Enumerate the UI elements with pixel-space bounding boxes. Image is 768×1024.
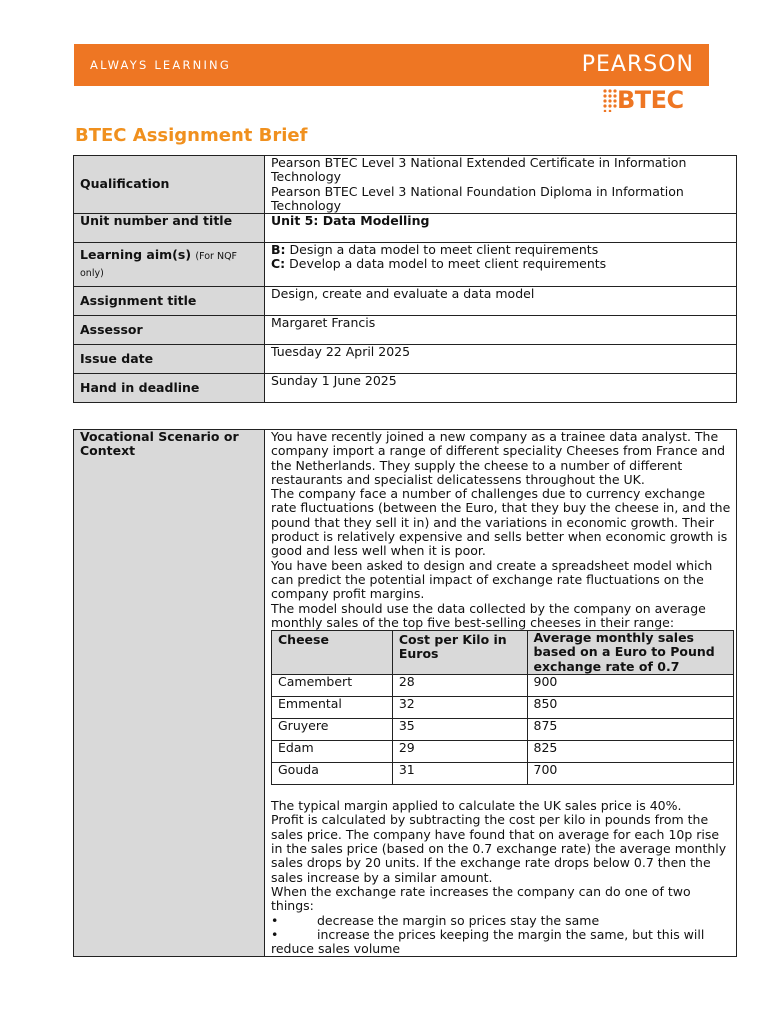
page-title: BTEC Assignment Brief bbox=[75, 125, 308, 146]
cell: Edam bbox=[272, 741, 393, 763]
qualification-line: Pearson BTEC Level 3 National Foundation Diploma in Information Technology bbox=[271, 183, 684, 213]
scenario-paragraph: When the exchange rate increases the company can do one of two things: bbox=[271, 883, 691, 914]
qualification-label: Qualification bbox=[74, 156, 265, 214]
pearson-logo: PEARSON bbox=[581, 52, 694, 77]
column-header: Cost per Kilo in Euros bbox=[392, 631, 527, 675]
learning-aims-row bbox=[74, 243, 737, 287]
aim-key: B: bbox=[271, 242, 286, 258]
assignment-title-value: Design, create and evaluate a data model bbox=[265, 287, 737, 316]
table-row bbox=[272, 719, 734, 741]
bullet-item bbox=[271, 928, 732, 957]
cell: 850 bbox=[527, 697, 733, 719]
cheese-table bbox=[271, 630, 734, 785]
scenario-content bbox=[265, 430, 737, 957]
scenario-paragraph: The company face a number of challenges due to currency exchange rate fluctuations (between the Euro, that they buy the cheese in, and the pound that they sell it in) and the variations in economic growth. Their product is relatively expensive and sells better when economic growth is good and less well when it is poor. bbox=[271, 486, 731, 559]
cell: Camembert bbox=[272, 675, 393, 697]
column-header: Cheese bbox=[272, 631, 393, 675]
cell: 28 bbox=[392, 675, 527, 697]
aim-text: Design a data model to meet client requirements bbox=[289, 242, 599, 258]
learning-aims-value bbox=[265, 243, 737, 287]
assignment-title-row bbox=[74, 287, 737, 316]
cell: 900 bbox=[527, 675, 733, 697]
assignment-title-label: Assignment title bbox=[74, 287, 265, 316]
unit-label: Unit number and title bbox=[74, 214, 265, 243]
learning-aim-item bbox=[271, 257, 730, 271]
cell: 31 bbox=[392, 763, 527, 785]
header-banner bbox=[74, 44, 709, 86]
spacer bbox=[271, 785, 732, 799]
btec-logo bbox=[600, 86, 710, 116]
deadline-row bbox=[74, 374, 737, 403]
cell: 29 bbox=[392, 741, 527, 763]
deadline-value: Sunday 1 June 2025 bbox=[265, 374, 737, 403]
btec-dots-icon bbox=[602, 88, 618, 112]
btec-logo-text: BTEC bbox=[617, 86, 684, 114]
issue-date-row bbox=[74, 345, 737, 374]
issue-date-label: Issue date bbox=[74, 345, 265, 374]
learning-aims-label-text: Learning aim(s) bbox=[80, 247, 192, 263]
bullet-text: decrease the margin so prices stay the same bbox=[317, 912, 600, 928]
cell: Emmental bbox=[272, 697, 393, 719]
cell: 875 bbox=[527, 719, 733, 741]
bullet-item bbox=[271, 914, 732, 928]
assessor-value: Margaret Francis bbox=[265, 316, 737, 345]
bullet-icon: • bbox=[271, 926, 279, 942]
cell: 825 bbox=[527, 741, 733, 763]
learning-aim-item bbox=[271, 243, 730, 257]
column-header: Average monthly sales based on a Euro to Pound exchange rate of 0.7 bbox=[527, 631, 733, 675]
unit-row bbox=[74, 214, 737, 243]
assessor-row bbox=[74, 316, 737, 345]
learning-aims-note: (For NQF only) bbox=[80, 251, 238, 279]
scenario-row bbox=[74, 430, 737, 957]
scenario-paragraph: You have been asked to design and create a spreadsheet model which can predict the potential impact of exchange rate fluctuations on the company profit margins. bbox=[271, 557, 713, 602]
cell: 32 bbox=[392, 697, 527, 719]
table-row bbox=[272, 675, 734, 697]
cell: Gruyere bbox=[272, 719, 393, 741]
qualification-line: Pearson BTEC Level 3 National Extended Certificate in Information Technology bbox=[271, 155, 687, 185]
aim-text: Develop a data model to meet client requirements bbox=[289, 256, 607, 272]
scenario-paragraph: Profit is calculated by subtracting the cost per kilo in pounds from the sales price. The company have found that on average for each 10p rise in the sales price (based on the 0.7 exchange rate) the average monthly sales drops by 20 units. If the exchange rate drops below 0.7 then the sales increase by a similar amount. bbox=[271, 812, 727, 885]
table-row bbox=[272, 741, 734, 763]
unit-value: Unit 5: Data Modelling bbox=[265, 214, 737, 243]
cell: 35 bbox=[392, 719, 527, 741]
scenario-label: Vocational Scenario or Context bbox=[74, 430, 265, 957]
deadline-label: Hand in deadline bbox=[74, 374, 265, 403]
scenario-paragraph: The typical margin applied to calculate the UK sales price is 40%. bbox=[271, 798, 682, 814]
cheese-table-header bbox=[272, 631, 734, 675]
assessor-label: Assessor bbox=[74, 316, 265, 345]
assignment-details-table bbox=[73, 155, 737, 403]
aim-key: C: bbox=[271, 256, 286, 272]
cell: 700 bbox=[527, 763, 733, 785]
qualification-row bbox=[74, 156, 737, 214]
cell: Gouda bbox=[272, 763, 393, 785]
learning-aims-label bbox=[74, 243, 265, 287]
bullet-icon: • bbox=[271, 912, 279, 928]
table-row bbox=[272, 697, 734, 719]
bullet-text: increase the prices keeping the margin the same, but this will reduce sales volume bbox=[271, 926, 705, 957]
table-row bbox=[272, 763, 734, 785]
issue-date-value: Tuesday 22 April 2025 bbox=[265, 345, 737, 374]
qualification-value bbox=[265, 156, 737, 214]
scenario-paragraph: The model should use the data collected by the company on average monthly sales of the top five best-selling cheeses in their range: bbox=[271, 600, 706, 630]
scenario-table bbox=[73, 429, 737, 957]
scenario-paragraph: You have recently joined a new company as a trainee data analyst. The company import a range of different speciality Cheeses from France and the Netherlands. They supply the cheese to a number of different restaurants and specialist delicatessens throughout the UK. bbox=[271, 429, 726, 487]
tagline: ALWAYS LEARNING bbox=[90, 58, 231, 72]
